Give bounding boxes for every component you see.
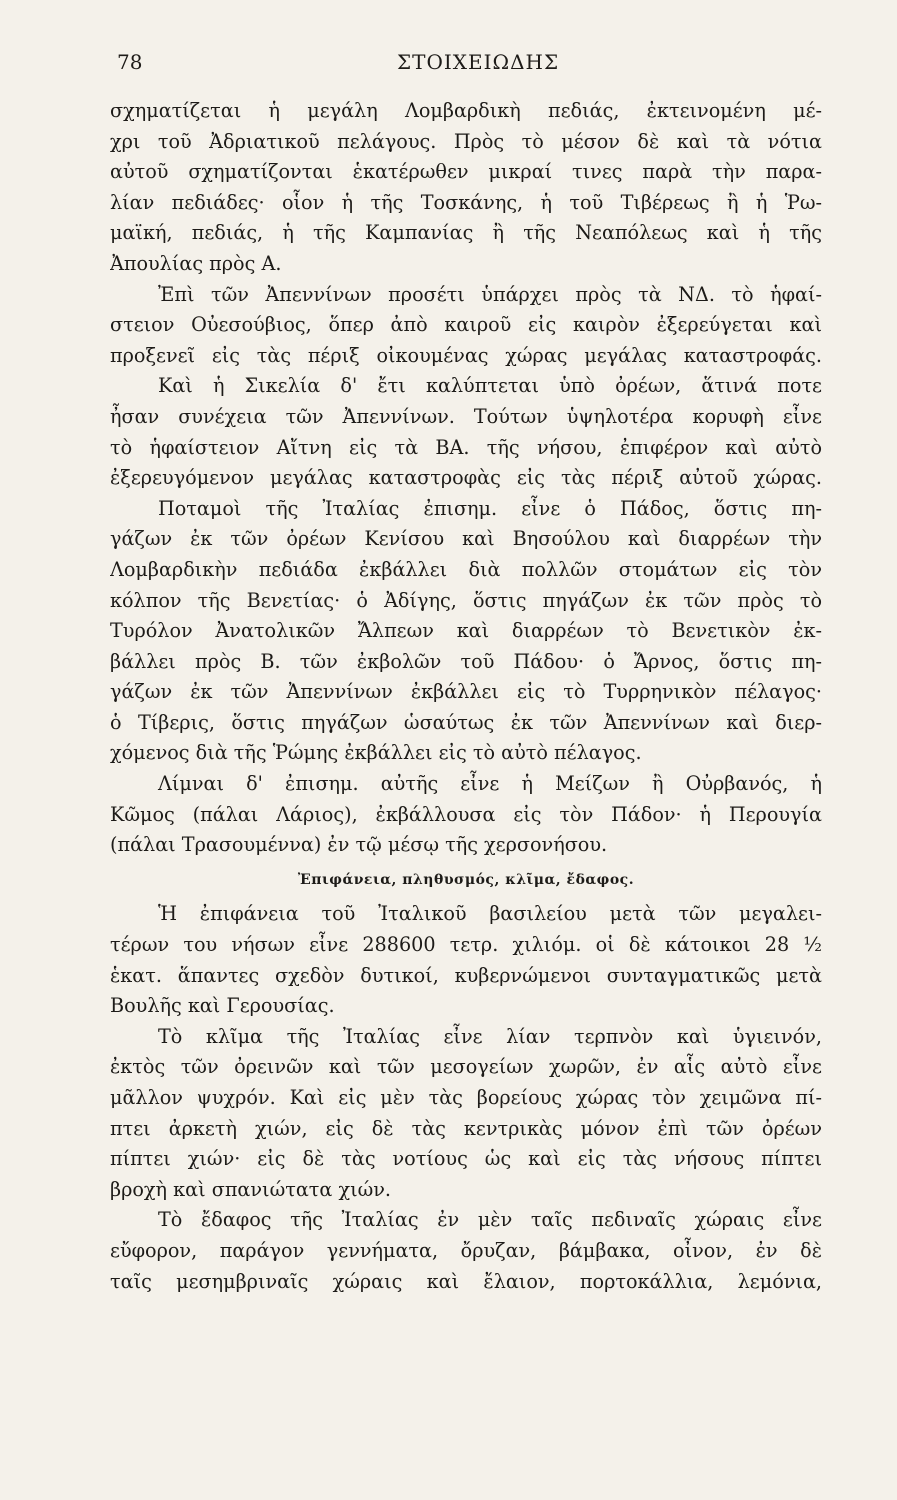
text-line: χόμενος διὰ τῆς Ῥώμης ἐκβάλλει εἰς τὸ αὐτὸ πέλαγος. — [110, 741, 642, 765]
text-line: χρι τοῦ Ἀδριατικοῦ πελάγους. Πρὸς τὸ μέσον δὲ καὶ τὰ νότια — [110, 129, 822, 153]
text-line: Λομβαρδικὴν πεδιάδα ἐκβάλλει διὰ πολλῶν στομάτων εἰς τὸν — [110, 557, 822, 581]
text-line: Τυρόλον Ἀνατολικῶν Ἄλπεων καὶ διαρρέων τὸ Βενετικὸν ἐκ- — [110, 619, 822, 643]
text-line: τέρων του νήσων εἶνε 288600 τετρ. χιλιόμ. οἱ δὲ κάτοικοι 28 ½ — [110, 933, 822, 957]
text-line: γάζων ἐκ τῶν ὀρέων Κενίσου καὶ Βησούλου καὶ διαρρέων τὴν — [110, 527, 822, 551]
text-line: ἦσαν συνέχεια τῶν Ἀπεννίνων. Τούτων ὑψηλοτέρα κορυφὴ εἶνε — [110, 404, 822, 428]
text-line: Ποταμοὶ τῆς Ἰταλίας ἐπισημ. εἶνε ὁ Πάδος, ὅστις πη- — [158, 496, 822, 520]
text-line: Βουλῆς καὶ Γερουσίας. — [110, 994, 335, 1018]
text-line: ὁ Τίβερις, ὅστις πηγάζων ὡσαύτως ἐκ τῶν Ἀπεννίνων καὶ διερ- — [110, 710, 822, 734]
text-line: ταῖς μεσημβριναῖς χώραις καὶ ἔλαιον, πορτοκάλλια, λεμόνια, — [110, 1269, 822, 1293]
text-line: (πάλαι Τρασουμέννα) ἐν τῷ μέσῳ τῆς χερσονήσου. — [110, 833, 608, 857]
text-line: προξενεῖ εἰς τὰς πέριξ οἰκουμένας χώρας μεγάλας καταστροφάς. — [110, 343, 822, 367]
text-line: βροχὴ καὶ σπανιώτατα χιών. — [110, 1177, 392, 1201]
text-line: αὐτοῦ σχηματίζονται ἑκατέρωθεν μικραί τινες παρὰ τὴν παρα- — [110, 160, 822, 184]
text-line: πτει ἀρκετὴ χιών, εἰς δὲ τὰς κεντρικὰς μόνον ἐπὶ τῶν ὀρέων — [110, 1116, 822, 1140]
body-text — [110, 96, 822, 1297]
text-line: κόλπον τῆς Βενετίας· ὁ Ἀδίγης, ὅστις πηγάζων ἐκ τῶν πρὸς τὸ — [110, 588, 822, 612]
section-subheading: Ἐπιφάνεια, πληθυσμός, κλῖμα, ἔδαφος. — [297, 871, 635, 888]
text-line: εὔφορον, παράγον γεννήματα, ὄρυζαν, βάμβακα, οἶνον, ἐν δὲ — [110, 1238, 822, 1262]
text-line: βάλλει πρὸς Β. τῶν ἐκβολῶν τοῦ Πάδου· ὁ Ἄρνος, ὅστις πη- — [110, 649, 822, 673]
text-line: Ἡ ἐπιφάνεια τοῦ Ἰταλικοῦ βασιλείου μετὰ τῶν μεγαλει- — [158, 902, 822, 926]
text-line: Ἐπὶ τῶν Ἀπεννίνων προσέτι ὑπάρχει πρὸς τὰ ΝΔ. τὸ ἡφαί- — [158, 282, 822, 306]
text-line: λίαν πεδιάδες· οἷον ἡ τῆς Τοσκάνης, ἡ τοῦ Τιβέρεως ἢ ἡ Ῥω- — [110, 190, 822, 214]
text-line: σχηματίζεται ἡ μεγάλη Λομβαρδικὴ πεδιάς, ἐκτεινομένη μέ- — [110, 99, 822, 122]
text-line: μαϊκή, πεδιάς, ἡ τῆς Καμπανίας ἢ τῆς Νεαπόλεως καὶ ἡ τῆς — [110, 221, 822, 245]
text-line: ἐξερευγόμενον μεγάλας καταστροφὰς εἰς τὰς πέριξ αὐτοῦ χώρας. — [110, 466, 822, 490]
text-line: Καὶ ἡ Σικελία δ' ἔτι καλύπτεται ὑπὸ ὀρέων, ἅτινά ποτε — [158, 374, 822, 398]
text-line: πίπτει χιών· εἰς δὲ τὰς νοτίους ὡς καὶ εἰς τὰς νήσους πίπτει — [110, 1147, 822, 1171]
text-line: Τὸ ἔδαφος τῆς Ἰταλίας ἐν μὲν ταῖς πεδιναῖς χώραις εἶνε — [158, 1208, 822, 1232]
page-number: 78 — [117, 50, 143, 74]
text-line: ἐκτὸς τῶν ὀρεινῶν καὶ τῶν μεσογείων χωρῶν, ἐν αἷς αὐτὸ εἶνε — [110, 1055, 822, 1079]
text-line: ἑκατ. ἅπαντες σχεδὸν δυτικοί, κυβερνώμενοι συνταγματικῶς μετὰ — [110, 963, 822, 987]
text-line: Τὸ κλῖμα τῆς Ἰταλίας εἶνε λίαν τερπνὸν καὶ ὑγιεινόν, — [158, 1024, 822, 1048]
text-line: τὸ ἡφαίστειον Αἴτνη εἰς τὰ ΒΑ. τῆς νήσου, ἐπιφέρον καὶ αὐτὸ — [110, 435, 822, 459]
text-line: γάζων ἐκ τῶν Ἀπεννίνων ἐκβάλλει εἰς τὸ Τυρρηνικὸν πέλαγος· — [110, 680, 822, 704]
text-line: στειον Οὐεσούβιος, ὅπερ ἀπὸ καιροῦ εἰς καιρὸν ἐξερεύγεται καὶ — [110, 313, 822, 337]
text-line: μᾶλλον ψυχρόν. Καὶ εἰς μὲν τὰς βορείους χώρας τὸν χειμῶνα πί- — [110, 1086, 822, 1109]
text-line: Λίμναι δ' ἐπισημ. αὐτῆς εἶνε ἡ Μείζων ἢ Οὐρβανός, ἡ — [158, 772, 822, 796]
text-line: Κῶμος (πάλαι Λάριος), ἐκβάλλουσα εἰς τὸν Πάδον· ἡ Περουγία — [110, 802, 822, 826]
text-line: Ἀπουλίας πρὸς Α. — [110, 251, 282, 275]
running-title: ΣΤΟΙΧΕΙΩΔΗΣ — [397, 50, 560, 74]
